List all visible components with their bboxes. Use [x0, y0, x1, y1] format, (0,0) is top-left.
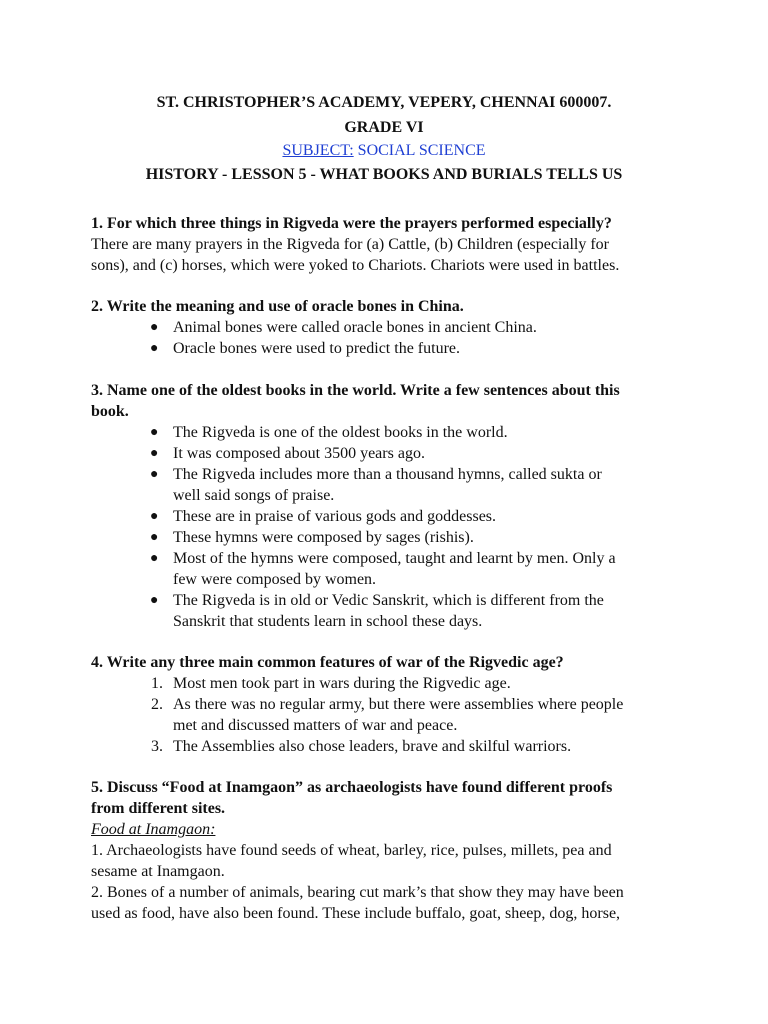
list-item: Animal bones were called oracle bones in ancient China.	[173, 319, 537, 336]
list-item: The Rigveda is in old or Vedic Sanskrit, which is different from the	[173, 592, 604, 609]
bullet-marker: ●	[150, 551, 159, 566]
question-5: 5. Discuss “Food at Inamgaon” as archaeologists have found different proofs	[91, 779, 613, 796]
list-item: The Rigveda is one of the oldest books in the world.	[173, 424, 508, 441]
bullet-marker: ●	[150, 530, 159, 545]
question-5: from different sites.	[91, 800, 226, 817]
bullet-marker: ●	[150, 593, 159, 608]
list-item: These are in praise of various gods and goddesses.	[173, 508, 497, 525]
subheading: Food at Inamgaon:	[91, 821, 216, 838]
paragraph-line: sesame at Inamgaon.	[91, 863, 225, 880]
list-item: well said songs of praise.	[173, 487, 335, 504]
question-3: 3. Name one of the oldest books in the world. Write a few sentences about this	[91, 382, 620, 399]
bullet-marker: ●	[150, 341, 159, 356]
paragraph-line: 2. Bones of a number of animals, bearing cut mark’s that show they may have been	[91, 884, 624, 901]
lesson-title: HISTORY - LESSON 5 - WHAT BOOKS AND BURIALS TELLS US	[145, 166, 623, 183]
subject-line	[0, 141, 768, 161]
bullet-marker: ●	[150, 425, 159, 440]
list-item: As there was no regular army, but there were assemblies where people	[173, 696, 624, 713]
list-number: 2.	[151, 696, 163, 713]
paragraph-line: 1. Archaeologists have found seeds of wheat, barley, rice, pulses, millets, pea and	[91, 842, 612, 859]
subject-label: SUBJECT:	[282, 142, 354, 159]
list-item: few were composed by women.	[173, 571, 377, 588]
answer-1-line: There are many prayers in the Rigveda for (a) Cattle, (b) Children (especially for	[91, 236, 610, 253]
bullet-marker: ●	[150, 446, 159, 461]
list-number: 3.	[151, 738, 163, 755]
grade-title: GRADE VI	[344, 119, 424, 136]
list-item: met and discussed matters of war and peace.	[173, 717, 458, 734]
bullet-marker: ●	[150, 467, 159, 482]
paragraph-line: used as food, have also been found. These include buffalo, goat, sheep, dog, horse,	[91, 905, 621, 922]
list-item: The Rigveda includes more than a thousand hymns, called sukta or	[173, 466, 602, 483]
list-item: Most of the hymns were composed, taught and learnt by men. Only a	[173, 550, 616, 567]
question-1: 1. For which three things in Rigveda were the prayers performed especially?	[91, 215, 612, 232]
question-4: 4. Write any three main common features of war of the Rigvedic age?	[91, 654, 564, 671]
subject-value: SOCIAL SCIENCE	[357, 142, 486, 159]
list-item: The Assemblies also chose leaders, brave and skilful warriors.	[173, 738, 572, 755]
bullet-marker: ●	[150, 320, 159, 335]
list-item: Sanskrit that students learn in school these days.	[173, 613, 483, 630]
bullet-marker: ●	[150, 509, 159, 524]
list-number: 1.	[151, 675, 163, 692]
list-item: Most men took part in wars during the Rigvedic age.	[173, 675, 511, 692]
question-3: book.	[91, 403, 129, 420]
list-item: Oracle bones were used to predict the future.	[173, 340, 460, 357]
school-title: ST. CHRISTOPHER’S ACADEMY, VEPERY, CHENNAI 600007.	[156, 94, 612, 111]
answer-1-line: sons), and (c) horses, which were yoked to Chariots. Chariots were used in battles.	[91, 257, 620, 274]
question-2: 2. Write the meaning and use of oracle bones in China.	[91, 298, 464, 315]
list-item: It was composed about 3500 years ago.	[173, 445, 425, 462]
list-item: These hymns were composed by sages (rishis).	[173, 529, 474, 546]
